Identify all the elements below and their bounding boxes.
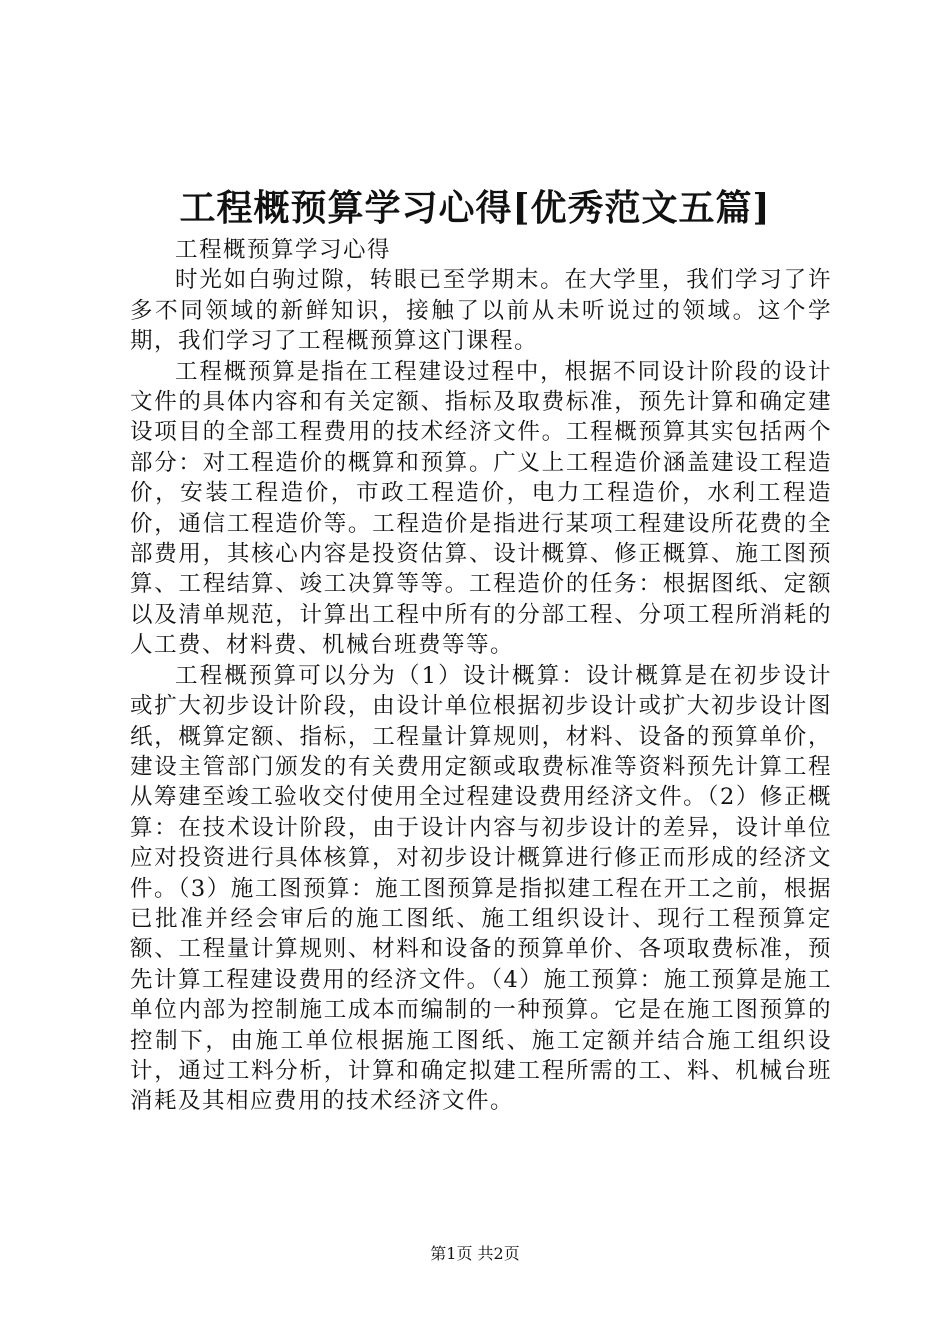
paragraph-intro: 时光如白驹过隙，转眼已至学期末。在大学里，我们学习了许多不同领域的新鲜知识，接触了以前从未听说过的领域。这个学期，我们学习了工程概预算这门课程。 [130, 267, 832, 355]
page-number: 第1页 共2页 [430, 1244, 520, 1263]
paragraph-definition: 工程概预算是指在工程建设过程中，根据不同设计阶段的设计文件的具体内容和有关定额、指标及取费标准，预先计算和确定建设项目的全部工程费用的技术经济文件。工程概预算其实包括两个部分：对工程造价的概算和预算。广义上工程造价涵盖建设工程造价，安装工程造价，市政工程造价，电力工程造价，水利工程造价，通信工程造价等。工程造价是指进行某项工程建设所花费的全部费用，其核心内容是投资估算、设计概算、修正概算、施工图预算、工程结算、竣工决算等等。工程造价的任务：根据图纸、定额以及清单规范，计算出工程中所有的分部工程、分项工程所消耗的人工费、材料费、机械台班费等等。 [130, 358, 832, 659]
document-title: 工程概预算学习心得[优秀范文五篇] [179, 187, 771, 229]
paragraph-categories: 工程概预算可以分为（1）设计概算：设计概算是在初步设计或扩大初步设计阶段，由设计单位根据初步设计或扩大初步设计图纸，概算定额、指标，工程量计算规则，材料、设备的预算单价，建设主管部门颁发的有关费用定额或取费标准等资料预先计算工程从筹建至竣工验收交付使用全过程建设费用经济文件。（2）修正概算：在技术设计阶段，由于设计内容与初步设计的差异，设计单位应对投资进行具体核算，对初步设计概算进行修正而形成的经济文件。（3）施工图预算：施工图预算是指拟建工程在开工之前，根据已批准并经会审后的施工图纸、施工组织设计、现行工程预算定额、工程量计算规则、材料和设备的预算单价、各项取费标准，预先计算工程建设费用的经济文件。（4）施工预算：施工预算是施工单位内部为控制施工成本而编制的一种预算。它是在施工图预算的控制下，由施工单位根据施工图纸、施工定额并结合施工组织设计，通过工料分析，计算和确定拟建工程所需的工、料、机械台班消耗及其相应费用的技术经济文件。 [130, 662, 832, 1115]
document-body [130, 235, 832, 1117]
paragraph-subtitle: 工程概预算学习心得 [175, 237, 392, 263]
